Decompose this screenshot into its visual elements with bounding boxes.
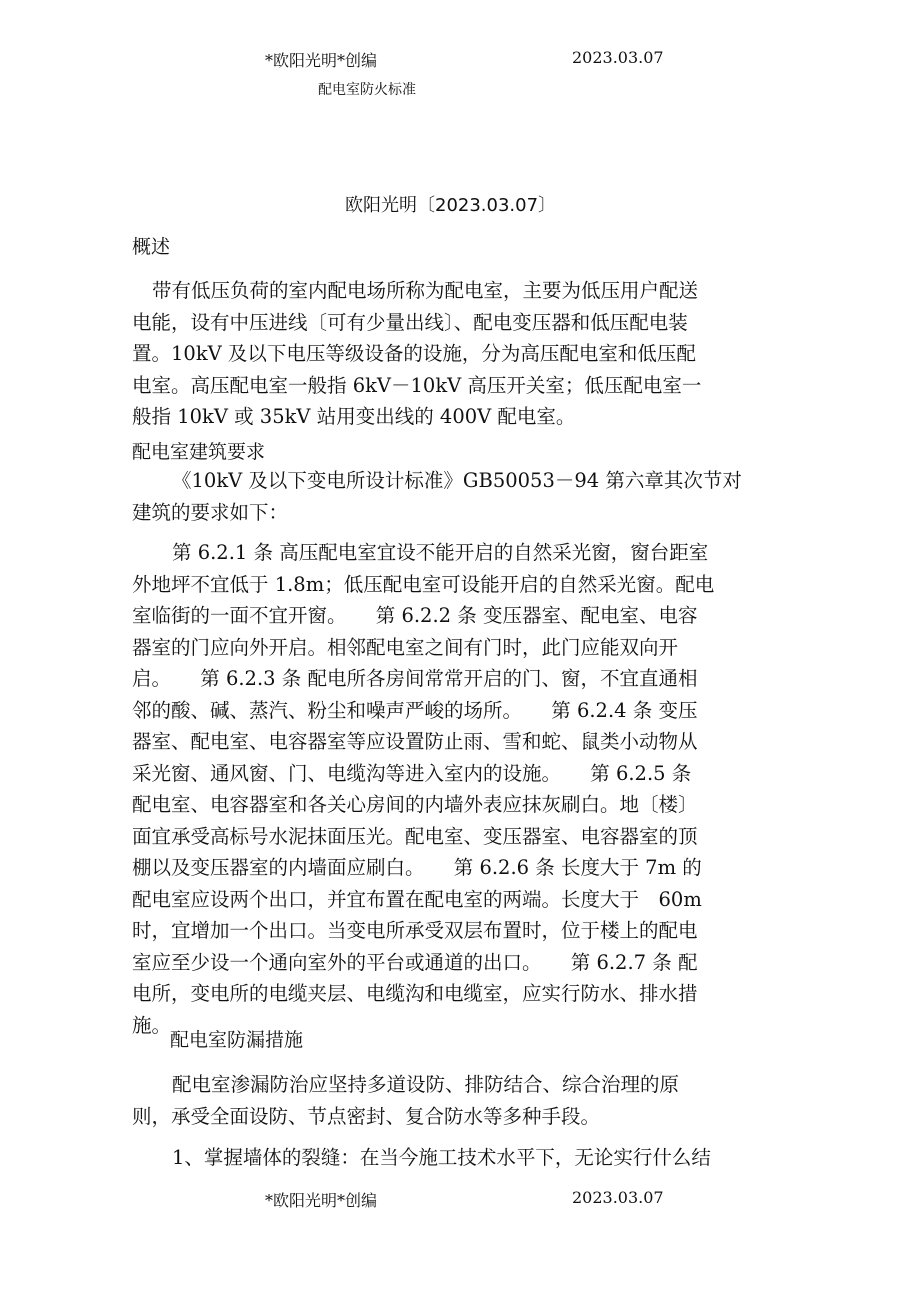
clause-line-16: 施。 bbox=[132, 1013, 172, 1037]
clause-line-11: 棚以及变压器室的内墙面应刷白。 第 6.2.6 条 长度大于 7m 的 bbox=[132, 856, 702, 879]
clause-line-4: 器室的门应向外开启。相邻配电室之间有门时，此门应能双向开 bbox=[132, 635, 679, 659]
clause-line-15: 电所，变电所的电缆夹层、电缆沟和电缆室，应实行防水、排水措 bbox=[132, 982, 698, 1005]
leakage-line-1: 配电室渗漏防治应坚持多道设防、排防结合、综合治理的原 bbox=[172, 1073, 680, 1096]
overview-paragraph bbox=[132, 275, 772, 433]
header-doc-title: 配电室防火标准 bbox=[318, 82, 416, 98]
building-heading: 配电室建筑要求 bbox=[132, 441, 266, 463]
overview-line-5: 般指 10kV 或 35kV 站用变出线的 400V 配电室。 bbox=[132, 405, 576, 428]
building-intro-line-2: 建筑的要求如下： bbox=[132, 500, 289, 524]
clause-line-12: 配电室应设两个出口，并宜布置在配电室的两端。长度大于 60m bbox=[132, 887, 702, 911]
building-intro-line-1: 《10kV 及以下变电所设计标准》GB50053－94 第六章其次节对 bbox=[172, 469, 742, 492]
overview-line-1: 带有低压负荷的室内配电场所称为配电室，主要为低压用户配送 bbox=[152, 279, 699, 302]
clause-line-14: 室应至少设一个通向室外的平台或通道的出口。 第 6.2.7 条 配 bbox=[132, 950, 698, 974]
leakage-item-1: 1、掌握墙体的裂缝：在当今施工技术水平下，无论实行什么结 bbox=[172, 1146, 711, 1169]
clause-line-10: 面宜承受高标号水泥抹面压光。配电室、变压器室、电容器室的顶 bbox=[132, 824, 698, 848]
overview-line-3: 置。10kV 及以下电压等级设备的设施，分为高压配电室和低压配 bbox=[132, 342, 696, 365]
clause-line-5: 启。 第 6.2.3 条 配电所各房间常常开启的门、窗，不宜直通相 bbox=[132, 667, 698, 690]
clause-line-8: 采光窗、通风窗、门、电缆沟等进入室内的设施。 第 6.2.5 条 bbox=[132, 761, 692, 785]
leakage-line-2: 则，承受全面设防、节点密封、复合防水等多种手段。 bbox=[132, 1104, 601, 1128]
building-intro bbox=[132, 465, 787, 528]
leakage-heading: 配电室防漏措施 bbox=[170, 1029, 304, 1051]
clause-line-1: 第 6.2.1 条 高压配电室宜设不能开启的自然采光窗，窗台距室 bbox=[172, 541, 709, 564]
page-title: 欧阳光明〔2023.03.07〕 bbox=[345, 195, 557, 216]
building-clauses bbox=[132, 537, 787, 1041]
clause-line-2: 外地坪不宜低于 1.8m；低压配电室可设能开启的自然采光窗。配电 bbox=[132, 572, 715, 596]
clause-line-6: 邻的酸、碱、蒸汽、粉尘和噪声严峻的场所。 第 6.2.4 条 变压 bbox=[132, 698, 698, 722]
header-author: *欧阳光明*创编 bbox=[265, 51, 378, 70]
overview-heading: 概述 bbox=[132, 236, 171, 258]
overview-line-4: 电室。高压配电室一般指 6kV－10kV 高压开关室；低压配电室一 bbox=[132, 373, 702, 397]
leakage-paragraph bbox=[132, 1069, 772, 1132]
clause-line-9: 配电室、电容器室和各关心房间的内墙外表应抹灰刷白。地〔楼〕 bbox=[132, 793, 698, 816]
clause-line-13: 时，宜增加一个出口。当变电所承受双层布置时，位于楼上的配电 bbox=[132, 919, 698, 942]
clause-line-7: 器室、配电室、电容器室等应设置防止雨、雪和蛇、鼠类小动物从 bbox=[132, 730, 698, 753]
overview-line-2: 电能，设有中压进线〔可有少量出线〕、配电变压器和低压配电装 bbox=[132, 310, 688, 334]
footer-date: 2023.03.07 bbox=[572, 1188, 664, 1207]
header-date: 2023.03.07 bbox=[572, 48, 664, 67]
footer-author: *欧阳光明*创编 bbox=[265, 1191, 378, 1210]
clause-line-3: 室临街的一面不宜开窗。 第 6.2.2 条 变压器室、配电室、电容 bbox=[132, 604, 698, 627]
